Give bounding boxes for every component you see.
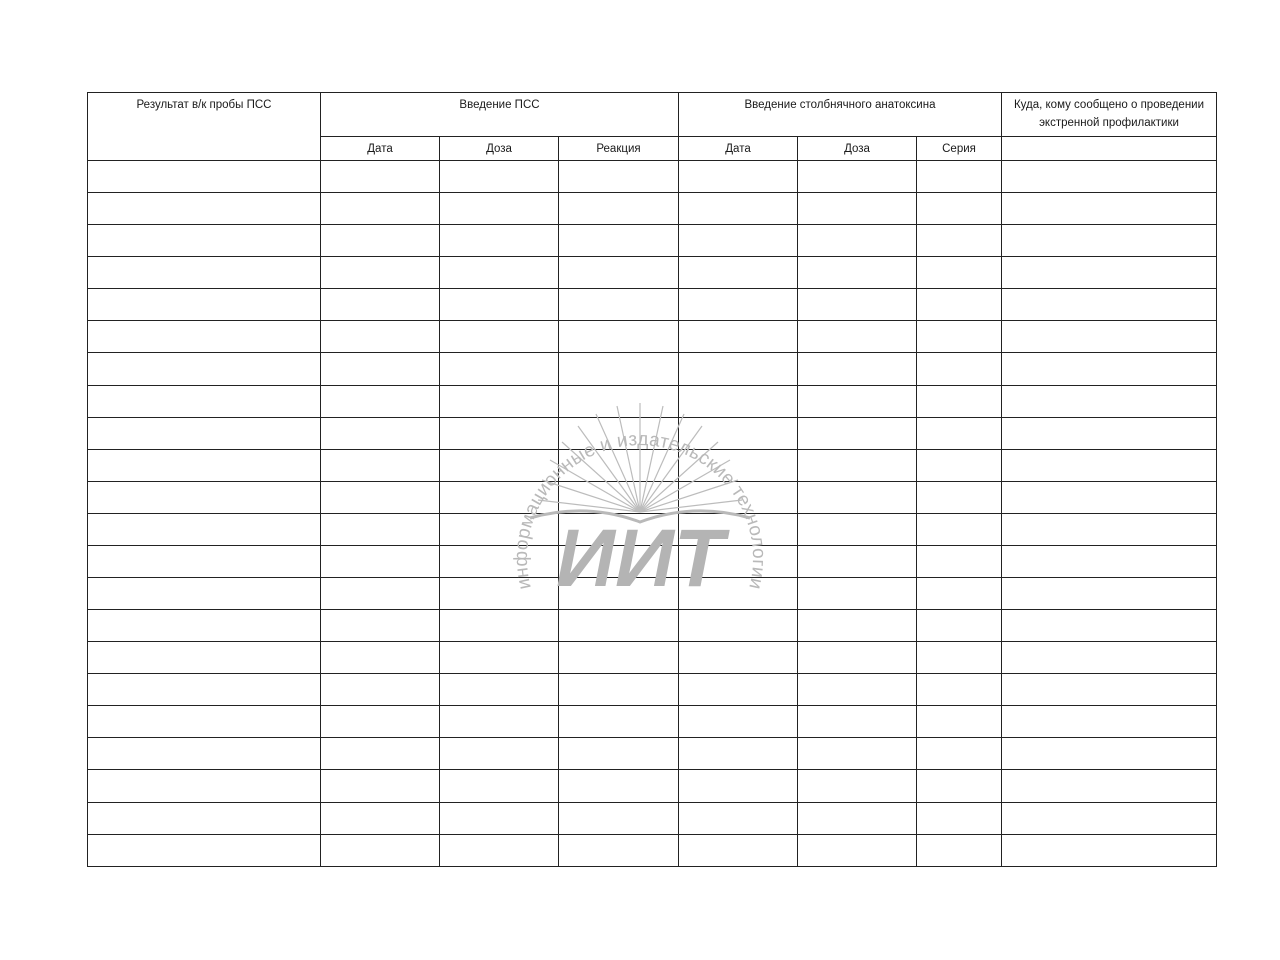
- table-row: [88, 834, 1217, 866]
- table-body: [88, 161, 1217, 867]
- table-cell: [1002, 417, 1217, 449]
- table-row: [88, 353, 1217, 385]
- table-row: [88, 545, 1217, 577]
- table-cell: [1002, 289, 1217, 321]
- table-cell: [917, 449, 1002, 481]
- table-cell: [559, 674, 679, 706]
- table-cell: [1002, 642, 1217, 674]
- table-cell: [440, 642, 559, 674]
- table-cell: [440, 578, 559, 610]
- table-cell: [559, 193, 679, 225]
- table-cell: [440, 481, 559, 513]
- table-row: [88, 738, 1217, 770]
- table-row: [88, 513, 1217, 545]
- table-cell: [88, 193, 321, 225]
- watermark-arc-text: информационные и издательские технологии: [510, 429, 770, 592]
- table-cell: [88, 289, 321, 321]
- table-cell: [917, 578, 1002, 610]
- table-cell: [1002, 193, 1217, 225]
- table-cell: [798, 385, 917, 417]
- table-cell: [917, 513, 1002, 545]
- table-cell: [321, 545, 440, 577]
- table-cell: [679, 770, 798, 802]
- table-cell: [559, 481, 679, 513]
- table-cell: [88, 578, 321, 610]
- table-row: [88, 385, 1217, 417]
- subheader-notified-blank: [1002, 137, 1217, 161]
- table-cell: [1002, 161, 1217, 193]
- table-cell: [798, 257, 917, 289]
- table-cell: [917, 225, 1002, 257]
- table-cell: [321, 802, 440, 834]
- table-cell: [1002, 706, 1217, 738]
- subheader-pss-reaction: Реакция: [559, 137, 679, 161]
- table-cell: [917, 353, 1002, 385]
- table-cell: [1002, 449, 1217, 481]
- table-row: [88, 610, 1217, 642]
- table-row: [88, 321, 1217, 353]
- prophylaxis-register-table: [87, 92, 1217, 867]
- table-cell: [679, 578, 798, 610]
- header-anatoxin-group: Введение столбнячного анатоксина: [679, 93, 1002, 137]
- table-cell: [798, 353, 917, 385]
- table-cell: [559, 578, 679, 610]
- table-cell: [321, 193, 440, 225]
- table-cell: [321, 321, 440, 353]
- table-cell: [440, 385, 559, 417]
- table-cell: [917, 193, 1002, 225]
- table-cell: [679, 481, 798, 513]
- table-cell: [88, 481, 321, 513]
- table-cell: [88, 642, 321, 674]
- table-cell: [798, 481, 917, 513]
- table-cell: [321, 289, 440, 321]
- table-cell: [559, 321, 679, 353]
- table-cell: [321, 834, 440, 866]
- table-cell: [679, 225, 798, 257]
- table-cell: [1002, 578, 1217, 610]
- table-cell: [1002, 321, 1217, 353]
- table-header: [88, 93, 1217, 161]
- table-cell: [679, 289, 798, 321]
- table-cell: [88, 321, 321, 353]
- table-cell: [917, 706, 1002, 738]
- table-cell: [559, 610, 679, 642]
- table-row: [88, 770, 1217, 802]
- table-cell: [440, 417, 559, 449]
- table-cell: [321, 481, 440, 513]
- watermark-logo-text: ИИТ: [555, 513, 725, 602]
- table-cell: [917, 802, 1002, 834]
- table-cell: [1002, 770, 1217, 802]
- table-cell: [917, 321, 1002, 353]
- table-cell: [1002, 385, 1217, 417]
- table-cell: [440, 193, 559, 225]
- table-cell: [798, 289, 917, 321]
- table-cell: [679, 193, 798, 225]
- table-cell: [88, 706, 321, 738]
- table-cell: [798, 161, 917, 193]
- table-cell: [917, 257, 1002, 289]
- table-row: [88, 417, 1217, 449]
- table-cell: [1002, 674, 1217, 706]
- table-cell: [440, 513, 559, 545]
- table-cell: [321, 674, 440, 706]
- table-cell: [1002, 225, 1217, 257]
- table-cell: [321, 642, 440, 674]
- table-cell: [798, 321, 917, 353]
- table-cell: [798, 610, 917, 642]
- table-cell: [798, 513, 917, 545]
- table-cell: [917, 545, 1002, 577]
- table-cell: [440, 738, 559, 770]
- table-cell: [1002, 610, 1217, 642]
- table-cell: [321, 578, 440, 610]
- header-pss-group: Введение ПСС: [321, 93, 679, 137]
- table-cell: [679, 353, 798, 385]
- table-cell: [321, 417, 440, 449]
- table-cell: [679, 802, 798, 834]
- table-cell: [1002, 834, 1217, 866]
- table-cell: [88, 545, 321, 577]
- table-cell: [440, 321, 559, 353]
- table-row: [88, 161, 1217, 193]
- table-cell: [1002, 513, 1217, 545]
- table-cell: [559, 738, 679, 770]
- table-cell: [559, 513, 679, 545]
- table-cell: [1002, 353, 1217, 385]
- table-cell: [679, 674, 798, 706]
- table-row: [88, 578, 1217, 610]
- table-cell: [559, 642, 679, 674]
- table-row: [88, 225, 1217, 257]
- table-cell: [321, 610, 440, 642]
- table-cell: [559, 289, 679, 321]
- table-cell: [559, 834, 679, 866]
- table-cell: [440, 161, 559, 193]
- table-cell: [559, 385, 679, 417]
- table-row: [88, 642, 1217, 674]
- table-cell: [917, 417, 1002, 449]
- subheader-anatoxin-series: Серия: [917, 137, 1002, 161]
- table-cell: [88, 738, 321, 770]
- table-cell: [798, 449, 917, 481]
- table-row: [88, 193, 1217, 225]
- table-cell: [440, 289, 559, 321]
- table-cell: [917, 674, 1002, 706]
- table-cell: [917, 289, 1002, 321]
- table-cell: [440, 449, 559, 481]
- table-cell: [88, 449, 321, 481]
- table-cell: [798, 802, 917, 834]
- table-cell: [917, 834, 1002, 866]
- table-cell: [1002, 545, 1217, 577]
- table-cell: [917, 385, 1002, 417]
- table-cell: [798, 706, 917, 738]
- table-cell: [679, 321, 798, 353]
- table-cell: [88, 802, 321, 834]
- table-cell: [88, 385, 321, 417]
- subheader-pss-dose: Доза: [440, 137, 559, 161]
- table-cell: [917, 770, 1002, 802]
- table-cell: [88, 513, 321, 545]
- table-cell: [321, 353, 440, 385]
- table-cell: [440, 610, 559, 642]
- table-cell: [1002, 257, 1217, 289]
- table-cell: [88, 610, 321, 642]
- table-cell: [798, 674, 917, 706]
- table-row: [88, 802, 1217, 834]
- table-cell: [679, 610, 798, 642]
- table-cell: [321, 257, 440, 289]
- table-cell: [88, 417, 321, 449]
- table-cell: [440, 706, 559, 738]
- table-cell: [88, 834, 321, 866]
- table-row: [88, 289, 1217, 321]
- table-cell: [559, 257, 679, 289]
- table-cell: [559, 770, 679, 802]
- subheader-anatoxin-date: Дата: [679, 137, 798, 161]
- table-cell: [321, 449, 440, 481]
- table-cell: [321, 161, 440, 193]
- table-row: [88, 706, 1217, 738]
- table-cell: [440, 770, 559, 802]
- header-result-column: Результат в/к пробы ПСС: [88, 93, 321, 161]
- subheader-anatoxin-dose: Доза: [798, 137, 917, 161]
- table-cell: [679, 642, 798, 674]
- table-cell: [321, 513, 440, 545]
- table-cell: [917, 738, 1002, 770]
- header-notified-column: Куда, кому сообщено о проведении экстренной профилактики: [1002, 93, 1217, 137]
- table-cell: [679, 385, 798, 417]
- table-row: [88, 481, 1217, 513]
- table-cell: [321, 385, 440, 417]
- table-cell: [917, 481, 1002, 513]
- table-cell: [88, 770, 321, 802]
- table-cell: [679, 449, 798, 481]
- table-cell: [440, 674, 559, 706]
- table-cell: [559, 225, 679, 257]
- table-cell: [679, 417, 798, 449]
- table-cell: [917, 642, 1002, 674]
- table-cell: [88, 257, 321, 289]
- table-cell: [559, 417, 679, 449]
- table-cell: [88, 674, 321, 706]
- table-cell: [917, 610, 1002, 642]
- table-row: [88, 257, 1217, 289]
- table-cell: [440, 257, 559, 289]
- table-cell: [321, 770, 440, 802]
- table-row: [88, 449, 1217, 481]
- table-cell: [559, 449, 679, 481]
- table-cell: [679, 834, 798, 866]
- table-cell: [679, 513, 798, 545]
- table-cell: [679, 545, 798, 577]
- table-cell: [321, 738, 440, 770]
- table-cell: [321, 706, 440, 738]
- table-cell: [798, 545, 917, 577]
- table-cell: [798, 193, 917, 225]
- table-cell: [679, 161, 798, 193]
- table-cell: [917, 161, 1002, 193]
- table-cell: [679, 257, 798, 289]
- table-cell: [798, 417, 917, 449]
- table-cell: [321, 225, 440, 257]
- table-cell: [1002, 481, 1217, 513]
- table-cell: [679, 738, 798, 770]
- table-cell: [559, 802, 679, 834]
- table-cell: [798, 225, 917, 257]
- table-cell: [440, 545, 559, 577]
- table-row: [88, 674, 1217, 706]
- table-cell: [440, 225, 559, 257]
- table-cell: [679, 706, 798, 738]
- subheader-pss-date: Дата: [321, 137, 440, 161]
- table-cell: [798, 738, 917, 770]
- table-cell: [798, 578, 917, 610]
- table-cell: [440, 353, 559, 385]
- table-cell: [798, 770, 917, 802]
- table-cell: [798, 642, 917, 674]
- table-cell: [798, 834, 917, 866]
- table-cell: [1002, 738, 1217, 770]
- table-cell: [559, 706, 679, 738]
- table-cell: [88, 353, 321, 385]
- table-cell: [88, 161, 321, 193]
- table-cell: [440, 802, 559, 834]
- table-cell: [440, 834, 559, 866]
- table-cell: [559, 545, 679, 577]
- table-cell: [1002, 802, 1217, 834]
- table-cell: [559, 353, 679, 385]
- table-cell: [88, 225, 321, 257]
- table-cell: [559, 161, 679, 193]
